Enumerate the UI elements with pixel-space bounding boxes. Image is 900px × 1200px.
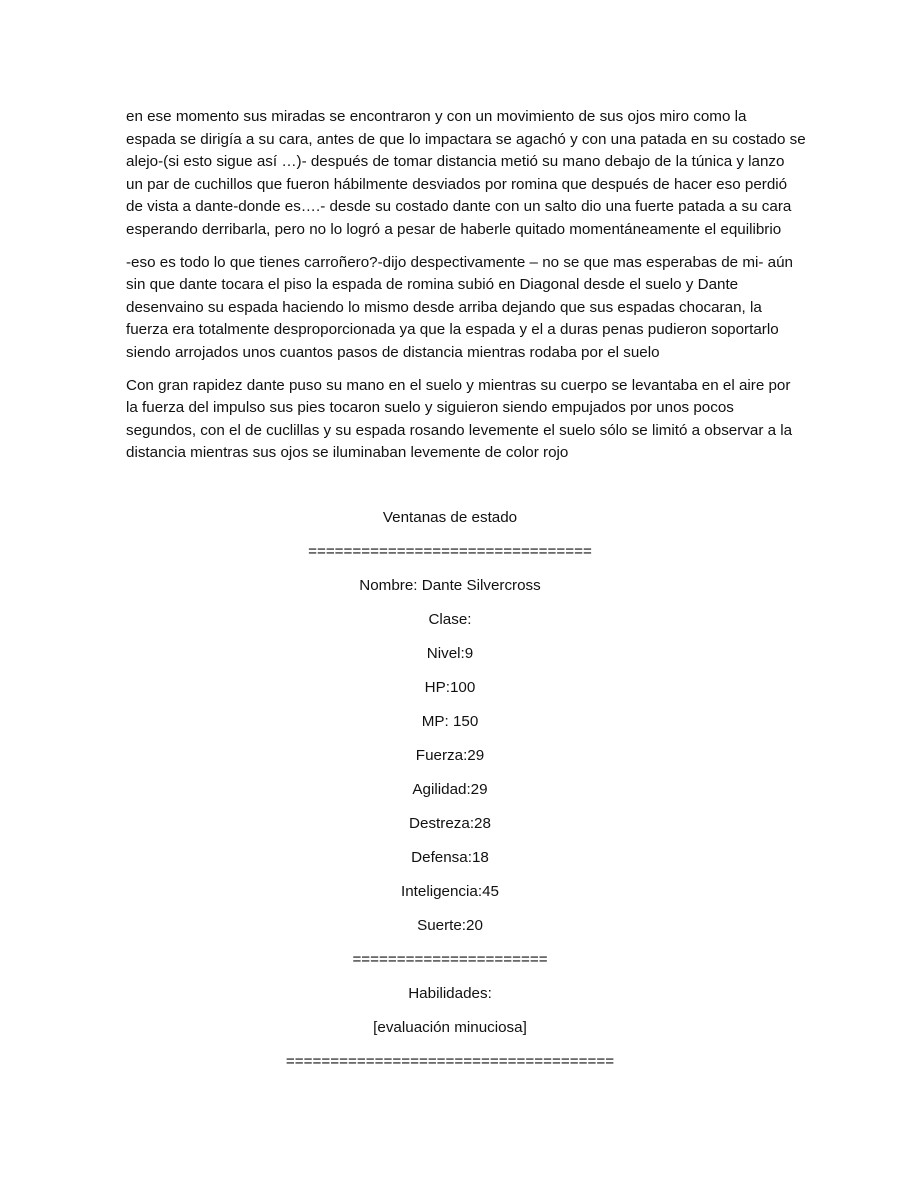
text-line: espada se dirigía a su cara, antes de que lo impactara se agachó y con una patada en su costado se (126, 130, 806, 148)
text-line: alejo-(si esto sigue así …)- después de tomar distancia metió su mano debajo de la túnica y lanzo (126, 153, 785, 171)
paragraph-2 (126, 252, 793, 365)
paragraph-1 (126, 106, 806, 242)
separator-mid: ====================== (352, 951, 548, 968)
status-window (0, 507, 900, 1085)
text-line: segundos, con el de cuclillas y su espada rosando levemente el suelo sólo se limitó a observar a la (126, 421, 793, 439)
stat-mp: MP: 150 (421, 713, 479, 730)
text-line: -eso es todo lo que tienes carroñero?-dijo despectivamente – no se que mas esperabas de mi- aún (126, 253, 793, 271)
stat-dexterity: Destreza:28 (409, 815, 491, 832)
text-line: siendo arrojados unos cuantos pasos de distancia mientras rodaba por el suelo (126, 343, 660, 361)
separator-bottom: ===================================== (285, 1053, 615, 1070)
stat-defense: Defensa:18 (411, 849, 489, 866)
text-line: distancia mientras sus ojos se iluminaban levemente de color rojo (126, 444, 569, 462)
stat-luck: Suerte:20 (417, 917, 483, 934)
paragraph-3 (126, 375, 793, 465)
stat-hp: HP:100 (424, 679, 476, 696)
text-line: fuerza era totalmente desproporcionada ya que la espada y el a duras penas pudieron soportarlo (126, 321, 779, 339)
stat-agility: Agilidad:29 (412, 781, 488, 798)
text-line: desenvaino su espada haciendo lo mismo desde arriba dejando que sus espadas chocaran, la (126, 298, 762, 316)
text-line: sin que dante tocara el piso la espada de romina subió en Diagonal desde el suelo y Dante (126, 276, 739, 294)
stat-name: Nombre: Dante Silvercross (359, 577, 541, 594)
text-line: la fuerza del impulso sus pies tocaron suelo y siguieron siendo empujados por unos pocos (126, 399, 734, 417)
separator-top: ================================ (308, 543, 592, 560)
stat-level: Nivel:9 (426, 645, 474, 662)
text-line: de vista a dante-donde es….- desde su costado dante con un salto dio una fuerte patada a su cara (126, 198, 792, 216)
text-line: en ese momento sus miradas se encontraron y con un movimiento de sus ojos miro como la (126, 108, 747, 125)
stat-class: Clase: (428, 611, 472, 628)
text-line: esperando derribarla, pero no lo logró a pesar de haberle quitado momentáneamente el equilibrio (126, 220, 782, 238)
skills-heading: Habilidades: (408, 985, 492, 1002)
stat-intelligence: Inteligencia:45 (401, 883, 499, 900)
skill-item: [evaluación minuciosa] (373, 1019, 527, 1036)
text-line: un par de cuchillos que fueron hábilmente desviados por romina que después de hacer eso perdió (126, 175, 788, 193)
text-line: Con gran rapidez dante puso su mano en el suelo y mientras su cuerpo se levantaba en el aire por (126, 376, 791, 394)
stat-strength: Fuerza:29 (415, 747, 485, 764)
status-title: Ventanas de estado (382, 509, 518, 526)
story-text (126, 106, 806, 475)
